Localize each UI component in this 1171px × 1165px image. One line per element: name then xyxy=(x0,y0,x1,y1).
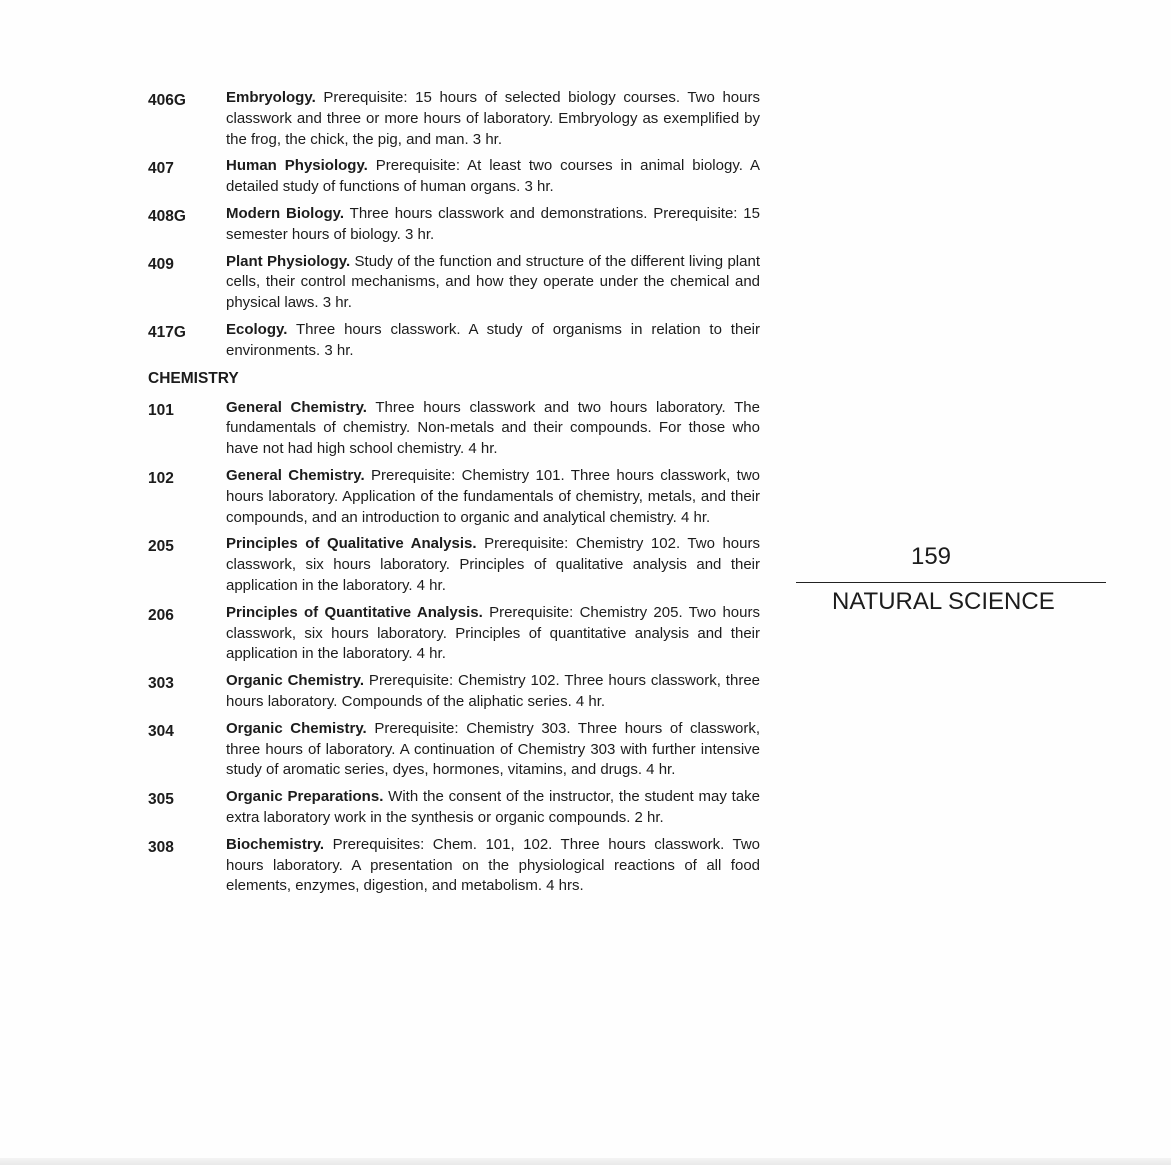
course-code: 206 xyxy=(148,606,174,624)
course-description xyxy=(226,398,760,460)
course-description xyxy=(226,787,760,829)
course-description xyxy=(226,252,760,314)
course-description xyxy=(226,835,760,897)
course-description xyxy=(226,88,760,150)
course-entry xyxy=(148,603,760,665)
course-entry xyxy=(148,88,760,150)
section-heading: CHEMISTRY xyxy=(148,369,239,387)
course-entry xyxy=(148,835,760,897)
course-description xyxy=(226,534,760,596)
course-code: 417G xyxy=(148,323,186,341)
course-title: Ecology. xyxy=(226,320,288,338)
course-text: Prerequisite: Chemistry 102. Three hours classwork, three hours laboratory. Compounds of the aliphatic series. 4 hr. xyxy=(226,672,760,710)
course-text: Study of the function and structure of the different living plant cells, their control mechanisms, and how they operate under the chemical and physical laws. 3 hr. xyxy=(226,252,760,312)
course-code: 304 xyxy=(148,722,174,740)
course-text: Prerequisite: At least two courses in animal biology. A detailed study of functions of human organs. 3 hr. xyxy=(226,157,760,196)
course-title: Plant Physiology. xyxy=(226,252,351,270)
course-description xyxy=(226,603,760,665)
course-title: Organic Chemistry. xyxy=(226,719,367,737)
course-entry xyxy=(148,466,760,528)
course-title: General Chemistry. xyxy=(226,466,365,484)
course-description xyxy=(226,671,760,713)
course-code: 102 xyxy=(148,469,174,487)
page-bottom-edge xyxy=(0,1158,1171,1165)
course-code: 101 xyxy=(148,401,174,419)
course-description xyxy=(226,204,760,246)
course-description xyxy=(226,320,760,362)
course-title: Modern Biology. xyxy=(226,204,345,222)
course-text: Prerequisite: Chemistry 102. Two hours classwork, six hours laboratory. Principles of qualitative analysis and their application in the laboratory. 4 hr. xyxy=(226,535,760,594)
course-title: Biochemistry. xyxy=(226,835,325,853)
course-description xyxy=(226,466,760,528)
header-rule xyxy=(796,582,1106,583)
course-text: Prerequisite: Chemistry 303. Three hours of classwork, three hours of laboratory. A continuation of Chemistry 303 with further intensive study of aromatic series, dyes, hormones, vitamins, and drugs. 4 hr. xyxy=(226,719,760,779)
course-entry xyxy=(148,719,760,781)
course-title: Principles of Qualitative Analysis. xyxy=(226,535,477,553)
course-entry xyxy=(148,534,760,596)
course-code: 409 xyxy=(148,255,174,273)
course-code: 305 xyxy=(148,791,174,809)
page-header-block xyxy=(796,540,1106,619)
course-description xyxy=(226,156,760,198)
course-entry xyxy=(148,156,760,198)
course-text: Three hours classwork and two hours laboratory. The fundamentals of chemistry. Non-metals and their compounds. For those who have not had high school chemistry. 4 hr. xyxy=(226,398,760,458)
course-entry xyxy=(148,320,760,362)
running-head: NATURAL SCIENCE xyxy=(832,588,1055,615)
course-entry xyxy=(148,398,760,460)
course-code: 308 xyxy=(148,838,174,856)
course-text: Three hours classwork and demonstrations. Prerequisite: 15 semester hours of biology. 3 hr. xyxy=(226,204,760,243)
course-entry xyxy=(148,787,760,829)
course-title: General Chemistry. xyxy=(226,398,367,416)
course-title: Principles of Quantitative Analysis. xyxy=(226,603,483,621)
course-listing xyxy=(148,88,760,903)
course-title: Embryology. xyxy=(226,89,316,106)
course-entry xyxy=(148,671,760,713)
course-title: Organic Preparations. xyxy=(226,788,384,806)
course-title: Organic Chemistry. xyxy=(226,672,365,690)
course-entry xyxy=(148,252,760,314)
course-code: 408G xyxy=(148,207,186,225)
course-text: Prerequisites: Chem. 101, 102. Three hours classwork. Two hours laboratory. A presentation on the physiological reactions of all food elements, enzymes, digestion, and metabolism. 4 hrs. xyxy=(226,835,760,895)
page-number: 159 xyxy=(910,543,952,570)
course-text: Prerequisite: Chemistry 205. Two hours classwork, six hours laboratory. Principles of quantitative analysis and their application in the laboratory. 4 hr. xyxy=(226,603,760,663)
course-title: Human Physiology. xyxy=(226,157,368,175)
course-text: With the consent of the instructor, the student may take extra laboratory work in the synthesis or organic compounds. 2 hr. xyxy=(226,788,761,826)
course-code: 205 xyxy=(148,538,174,556)
course-text: Prerequisite: Chemistry 101. Three hours classwork, two hours laboratory. Application of the fundamentals of chemistry, metals, and their compounds, and an introduction to organic and analytical chemistry. 4 hr. xyxy=(226,466,760,526)
course-entry xyxy=(148,204,760,246)
course-code: 406G xyxy=(148,92,186,109)
course-code: 407 xyxy=(148,160,174,178)
course-text: Prerequisite: 15 hours of selected biology courses. Two hours classwork and three or more hours of laboratory. Embryology as exemplified by the frog, the chick, the pig, and man. 3 hr. xyxy=(226,89,760,148)
course-description xyxy=(226,719,760,781)
course-text: Three hours classwork. A study of organisms in relation to their environments. 3 hr. xyxy=(226,320,760,359)
course-code: 303 xyxy=(148,675,174,693)
